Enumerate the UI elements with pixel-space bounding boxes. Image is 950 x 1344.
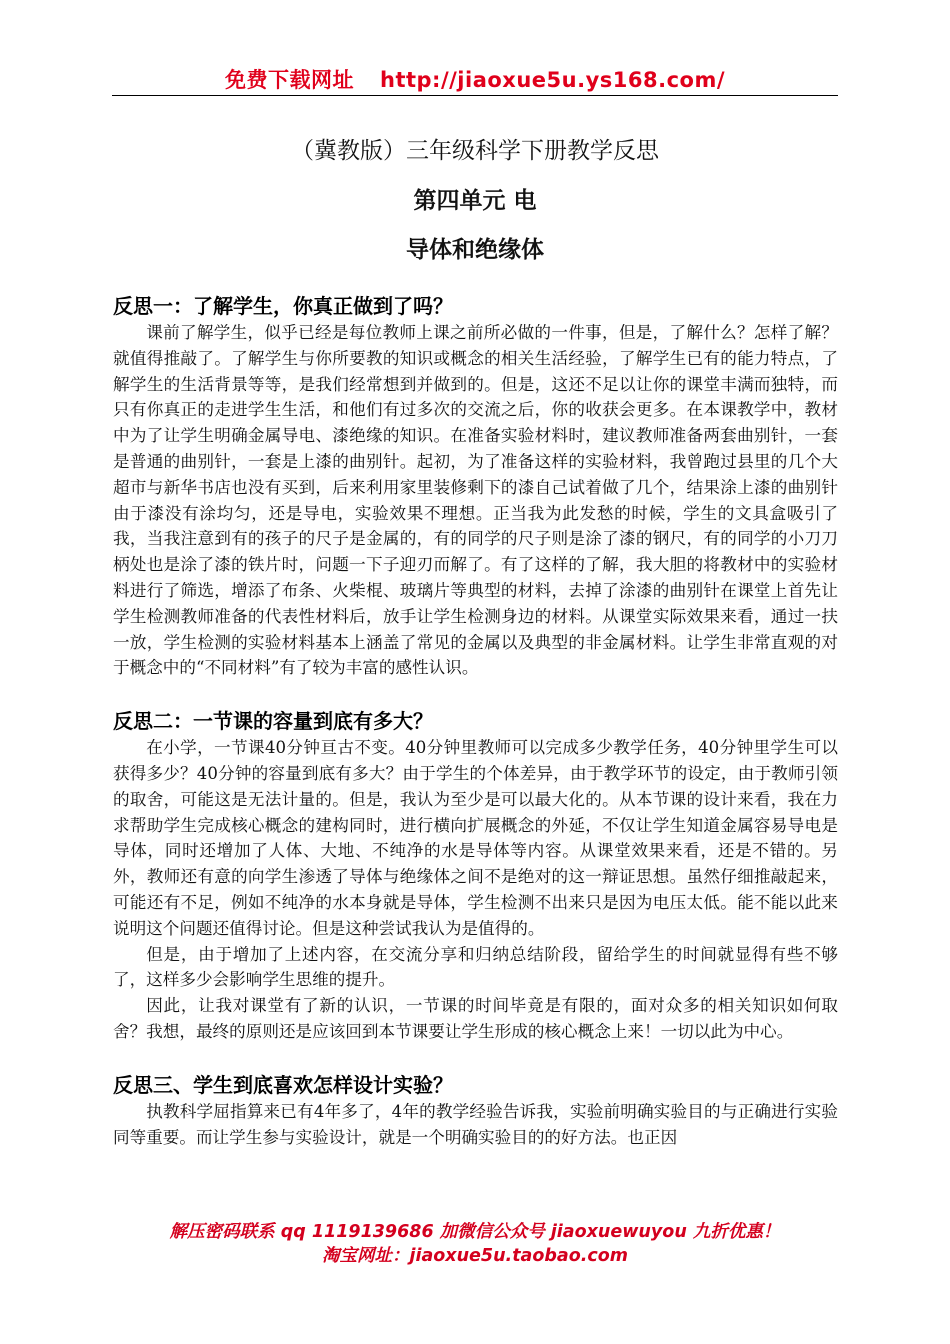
lesson-title: 导体和绝缘体 (406, 237, 544, 263)
section-heading: 反思二：一节课的容量到底有多大？ (113, 709, 433, 734)
document-title: （冀教版）三年级科学下册教学反思 (291, 138, 659, 164)
section-paragraph: 执教科学屈指算来已有4年多了，4年的教学经验告诉我，实验前明确实验目的与正确进行实验同等重要。而让学生参与实验设计，就是一个明确实验目的的好方法。也正因 (113, 1101, 838, 1147)
header-url-link[interactable]: http://jiaoxue5u.ys168.com/ (380, 68, 725, 92)
section-heading: 反思一：了解学生，你真正做到了吗？ (113, 294, 453, 318)
header-label: 免费下载网址 (225, 68, 354, 92)
section-paragraph: 课前了解学生，似乎已经是每位教师上课之前所必做的一件事，但是，了解什么？怎样了解？就值得推敲了。了解学生与你所要教的知识或概念的相关生活经验，了解学生已有的能力特点，了解学生的生活背景等等，是我们经常想到并做到的。但是，这还不足以让你的课堂丰满而独特，而只有你真正的走进学生生活，和他们有过多次的交流之后，你的收获会更多。在本课教学中，教材中为了让学生明确金属导电、漆绝缘的知识。在准备实验材料时，建议教师准备两套曲别针，一套是普通的曲别针，一套是上漆的曲别针。起初，为了准备这样的实验材料，我曾跑过县里的几个大超市与新华书店也没有买到，后来利用家里装修剩下的漆自己试着做了几个，结果涂上漆的曲别针由于漆没有涂均匀，还是导电，实验效果不理想。正当我为此发愁的时候，学生的文具盒吸引了我，当我注意到有的孩子的尺子是金属的，有的同学的尺子则是涂了漆的钢尺，有的同学的小刀刀柄处也是涂了漆的铁片时，问题一下子迎刃而解了。有了这样的了解，我大胆的将教材中的实验材料进行了筛选，增添了布条、火柴棍、玻璃片等典型的材料，去掉了涂漆的曲别针在课堂上首先让学生检测教师准备的代表性材料后，放手让学生检测身边的材料。从课堂实际效果来看，通过一扶一放，学生检测的实验材料基本上涵盖了常见的金属以及典型的非金属材料。让学生非常直观的对于概念中的“不同材料”有了较为丰富的感性认识。 (113, 323, 838, 678)
reflection-section-1 (113, 292, 838, 681)
reflection-section-3 (113, 1071, 838, 1151)
section-paragraph: 因此，让我对课堂有了新的认识，一节课的时间毕竟是有限的，面对众多的相关知识如何取舍？我想，最终的原则还是应该回到本节课要让学生形成的核心概念上来！一切以此为中心。 (113, 996, 838, 1041)
section-paragraph: 但是，由于增加了上述内容，在交流分享和归纳总结阶段，留给学生的时间就显得有些不够了，这样多少会影响学生思维的提升。 (113, 944, 838, 990)
header-divider (112, 95, 838, 96)
footer-contact-line: 解压密码联系 qq 1119139686 加微信公众号 jiaoxuewuyou 九折优惠！ (169, 1222, 781, 1242)
document-body (113, 292, 838, 1150)
download-header (0, 64, 950, 94)
footer-taobao-link[interactable]: 淘宝网址：jiaoxue5u.taobao.com (321, 1246, 629, 1266)
section-paragraph: 在小学，一节课40分钟亘古不变。40分钟里教师可以完成多少教学任务，40分钟里学生可以获得多少？40分钟的容量到底有多大？由于学生的个体差异，由于教学环节的设定，由于教师引领的取舍，可能这是无法计量的。但是，我认为至少是可以最大化的。从本节课的设计来看，我在力求帮助学生完成核心概念的建构同时，进行横向扩展概念的外延，不仅让学生知道金属容易导电是导体，同时还增加了人体、大地、不纯净的水是导体等内容。从课堂效果来看，还是不错的。另外，教师还有意的向学生渗透了导体与绝缘体之间不是绝对的这一辩证思想。虽然仔细推敲起来，可能还有不足，例如不纯净的水本身就是导体，学生检测不出来只是因为电压太低。能不能以此来说明这个问题还值得讨论。但是这种尝试我认为是值得的。 (113, 738, 838, 938)
section-heading: 反思三、学生到底喜欢怎样设计实验？ (113, 1072, 453, 1097)
unit-title: 第四单元 电 (413, 188, 537, 214)
reflection-section-2 (113, 707, 838, 1045)
